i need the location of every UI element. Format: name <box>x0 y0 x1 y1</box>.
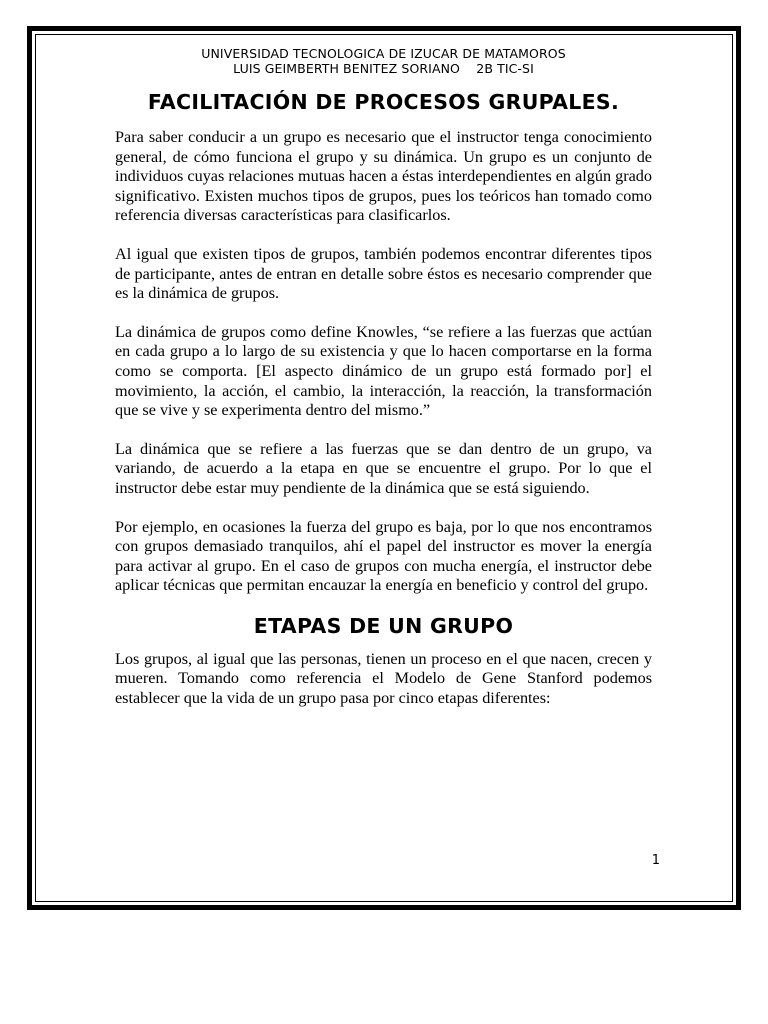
paragraph-1: Para saber conducir a un grupo es necesario que el instructor tenga conocimiento general, de cómo funciona el grupo y su dinámica. Un grupo es un conjunto de individuos cuyas relaciones mutuas hacen a éstas interdependientes en algún grado significativo. Existen muchos tipos de grupos, pues los teóricos han tomado como referencia diversas características para clasificarlos. <box>115 128 652 225</box>
header-author: LUIS GEIMBERTH BENITEZ SORIANO 2B TIC-SI <box>233 61 534 76</box>
paragraph-5: Por ejemplo, en ocasiones la fuerza del grupo es baja, por lo que nos encontramos con grupos demasiado tranquilos, ahí el papel del instructor es mover la energía para activar al grupo. En el caso de grupos con mucha energía, el instructor debe aplicar técnicas que permitan encauzar la energía en beneficio y control del grupo. <box>115 517 652 595</box>
page-content <box>115 46 652 709</box>
section-paragraph: Los grupos, al igual que las personas, tienen un proceso en el que nacen, crecen y mueren. Tomando como referencia el Modelo de Gene Stanford podemos establecer que la vida de un grupo pasa por cinco etapas diferentes: <box>115 649 652 708</box>
paragraph-4: La dinámica que se refiere a las fuerzas que se dan dentro de un grupo, va variando, de acuerdo a la etapa en que se encuentre el grupo. Por lo que el instructor debe estar muy pendiente de la dinámica que se está siguiendo. <box>115 439 652 497</box>
paragraph-3: La dinámica de grupos como define Knowles, “se refiere a las fuerzas que actúan en cada grupo a lo largo de su existencia y que lo hacen comportarse en la forma como se comporta. [El aspecto dinámico de un grupo está formado por] el movimiento, la acción, el cambio, la interacción, la reacción, la transformación que se vive y se experimenta dentro del mismo.” <box>115 322 652 420</box>
section-title: ETAPAS DE UN GRUPO <box>253 613 514 638</box>
paragraph-2: Al igual que existen tipos de grupos, también podemos encontrar diferentes tipos de participante, antes de entran en detalle sobre éstos es necesario comprender que es la dinámica de grupos. <box>115 244 652 303</box>
header-university: UNIVERSIDAD TECNOLOGICA DE IZUCAR DE MATAMOROS <box>201 46 566 61</box>
document-title: FACILITACIÓN DE PROCESOS GRUPALES. <box>147 90 620 114</box>
page-number: 1 <box>651 853 660 868</box>
